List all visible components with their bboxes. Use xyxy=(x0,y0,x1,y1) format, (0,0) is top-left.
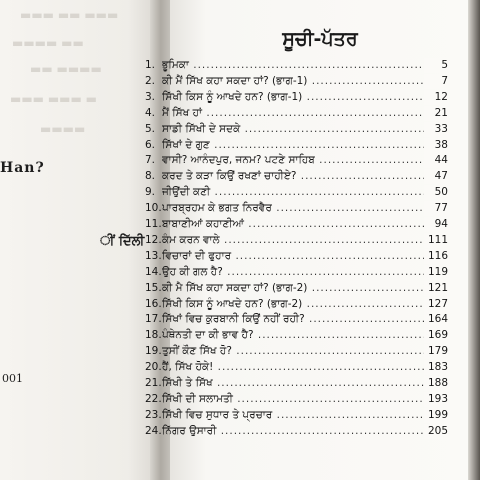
left-page-fragment: ੀਂ ਦਿੱਲੀ xyxy=(100,234,145,249)
toc-entry xyxy=(145,281,448,296)
toc-entry-number: 3. xyxy=(145,90,156,103)
toc-entry-page: 199 xyxy=(424,408,448,423)
toc-entry-page: 116 xyxy=(424,249,448,264)
toc-entry-number: 2. xyxy=(145,74,156,87)
toc-entry-title: ਕੀ ਮੈਂ ਸਿੱਖ ਕਹਾ ਸਕਦਾ ਹਾਂ? (ਭਾਗ-1) ..... xyxy=(162,74,424,89)
toc-entry-number: 7. xyxy=(145,154,156,167)
toc-entry-page: 94 xyxy=(424,217,448,232)
toc-entry xyxy=(145,392,448,407)
toc-entry xyxy=(145,360,448,375)
toc-entry-title: ਹੈਂ, ਸਿੱਖ ਹੋਕੇ! ..... xyxy=(162,360,424,375)
toc-entry xyxy=(145,249,448,264)
toc-entry-number: 15. xyxy=(145,281,162,294)
toc-entry-page: 7 xyxy=(424,74,448,89)
toc-entry-number: 5. xyxy=(145,122,156,135)
bleed-through-text: ▬▬▬▬ xyxy=(40,122,86,136)
toc-entry xyxy=(145,106,448,121)
toc-entry-page: 179 xyxy=(424,344,448,359)
toc-entry-page: 188 xyxy=(424,376,448,391)
toc-entry-page: 47 xyxy=(424,169,448,184)
toc-entry-page: 44 xyxy=(424,153,448,168)
toc-entry-number: 16. xyxy=(145,297,162,310)
toc-entry xyxy=(145,169,448,184)
toc-entry xyxy=(145,185,448,200)
toc-entry-number: 11. xyxy=(145,218,162,230)
toc-entry-number: 13. xyxy=(145,249,162,262)
toc-entry-title: ਜੀਉਂਦੀ ਕਣੀ ..... xyxy=(162,185,424,200)
toc-entry-number: 20. xyxy=(145,361,162,374)
toc-entry-title: ਸਿੱਖਾਂ ਦੇ ਗੁਣ ..... xyxy=(162,138,424,153)
toc-entry-title: ਕੀ ਮੈ ਸਿੱਖ ਕਹਾ ਸਕਦਾ ਹਾਂ? (ਭਾਗ-2) ..... xyxy=(162,281,424,296)
toc-entry-page: 183 xyxy=(424,360,448,375)
toc-entry-title: ਬਾਬਾਣੀਆਂ ਕਹਾਣੀਆਂ ..... xyxy=(162,217,424,232)
toc-entry-page: 21 xyxy=(424,106,448,121)
toc-entry-page: 119 xyxy=(424,265,448,280)
toc-entry-page: 205 xyxy=(424,424,448,439)
toc-entry-number: 21. xyxy=(145,377,162,389)
page-edge xyxy=(468,0,480,480)
left-page-fragment: 001 xyxy=(2,372,23,385)
toc-entry xyxy=(145,74,448,89)
toc-entry-number: 19. xyxy=(145,345,162,358)
toc-entry-page: 5 xyxy=(424,58,448,73)
toc-entry-number: 9. xyxy=(145,186,156,199)
toc-entry xyxy=(145,328,448,343)
toc-entry-number: 14. xyxy=(145,265,162,278)
toc-entry-title: ਮੈਂ ਸਿੱਖ ਹਾਂ ..... xyxy=(162,106,424,121)
toc-entry-page: 111 xyxy=(424,233,448,248)
toc-entry xyxy=(145,408,448,423)
toc-entry-number: 4. xyxy=(145,106,156,119)
toc-entry-title: ਸਾਡੀ ਸਿੱਖੀ ਦੇ ਸਦਕੇ ..... xyxy=(162,122,424,137)
toc-entry-page: 127 xyxy=(424,297,448,312)
toc-entry xyxy=(145,297,448,312)
toc-entry-page: 77 xyxy=(424,201,448,216)
toc-entry xyxy=(145,265,448,280)
toc-entry-page: 50 xyxy=(424,185,448,200)
toc-entry-title: ਸਿੱਖੀ ਵਿਚ ਸੁਧਾਰ ਤੇ ਪ੍ਰਚਾਰ ..... xyxy=(162,408,424,423)
toc-entry-title: ਕੰਮ ਕਰਨ ਵਾਲੇ ..... xyxy=(162,233,424,248)
toc-entry-page: 38 xyxy=(424,138,448,153)
bleed-through-text: ▬▬▬▬ ▬▬ xyxy=(12,36,84,50)
toc-entry-number: 23. xyxy=(145,408,162,421)
toc-entry-title: ਸਿੱਖਾਂ ਵਿਚ ਕੁਰਬਾਨੀ ਕਿਉਂ ਨਹੀਂ ਰਹੀ? ..... xyxy=(162,312,424,327)
toc-entry-page: 169 xyxy=(424,328,448,343)
toc-entry xyxy=(145,424,448,439)
toc-entry-page: 193 xyxy=(424,392,448,407)
toc-entry xyxy=(145,138,448,153)
toc-entry-title: ਵਿਚਾਰਾਂ ਦੀ ਫੁਹਾਰ ..... xyxy=(162,249,424,264)
toc-entry-page: 12 xyxy=(424,90,448,105)
toc-entry xyxy=(145,217,448,232)
toc-entry-title: ਸਿੱਖੀ ਦੀ ਸਲਾਮਤੀ ..... xyxy=(162,392,424,407)
toc-entry xyxy=(145,233,448,248)
toc-entry xyxy=(145,122,448,137)
toc-entry-title: ਸਿੱਖੀ ਕਿਸ ਨੂੰ ਆਖਦੇ ਹਨ? (ਭਾਗ-2) ..... xyxy=(162,297,424,312)
toc-entry-title: ਉਹ ਕੀ ਗਲ ਹੈ? ..... xyxy=(162,265,424,280)
toc-entry xyxy=(145,312,448,327)
toc-entry xyxy=(145,90,448,105)
toc-entry-page: 164 xyxy=(424,312,448,327)
toc-entry xyxy=(145,153,448,168)
toc-entry xyxy=(145,376,448,391)
toc-entry xyxy=(145,58,448,73)
toc-entry-number: 8. xyxy=(145,170,156,183)
bleed-through-text: ▬▬▬ ▬▬▬ ▬ xyxy=(10,92,97,106)
bleed-through-text: ▬▬ ▬▬▬▬ xyxy=(30,62,102,76)
toc-entry-number: 24. xyxy=(145,424,162,437)
toc-entry-page: 121 xyxy=(424,281,448,296)
toc-entry-number: 12. xyxy=(145,233,162,246)
toc-entry xyxy=(145,201,448,216)
toc-entry-number: 10. xyxy=(145,202,162,215)
left-page-fragment: Han? xyxy=(0,160,45,176)
toc-entry-title: ਭੂਮਿਕਾ ..... xyxy=(162,58,424,73)
toc-entry-title: ਨਿੱਗਰ ਉਸਾਰੀ ..... xyxy=(162,424,424,439)
toc-entry-title: ਪਾਰਬ੍ਰਹਮ ਕੇ ਭਗਤ ਨਿਰਵੈਰ ..... xyxy=(162,201,424,216)
toc-entry-number: 18. xyxy=(145,329,162,342)
toc-entry-number: 1. xyxy=(145,59,156,71)
toc-entry-title: ਕਰਦ ਤੇ ਕੜਾ ਕਿਉਂ ਰਖਣਾਂ ਚਾਹੀਏ? ..... xyxy=(162,169,424,184)
toc-entry-number: 22. xyxy=(145,392,162,405)
toc-entry-number: 6. xyxy=(145,138,156,151)
toc-entry-title: ਤੁਸੀਂ ਕੌਣ ਸਿੱਖ ਹੋ? ..... xyxy=(162,344,424,359)
toc-entry-title: ਵਾਸੀ? ਆਨੰਦਪੁਰ, ਜਨਮ? ਪਟਣੇ ਸਾਹਿਬ ..... xyxy=(162,153,424,168)
toc-entry-title: ਸਿੱਖੀ ਤੇ ਸਿੱਖ ..... xyxy=(162,376,424,391)
toc-entry-title: ਸਿੱਖੀ ਕਿਸ ਨੂੰ ਆਖਦੇ ਹਨ? (ਭਾਗ-1) ..... xyxy=(162,90,424,105)
toc-entry-page: 33 xyxy=(424,122,448,137)
toc-entry xyxy=(145,344,448,359)
toc-title: ਸੂਚੀ-ਪੱਤਰ xyxy=(282,28,358,50)
toc-entry-title: ਪੰਥੇਨਤੀ ਦਾ ਕੀ ਭਾਵ ਹੈ? ..... xyxy=(162,328,424,343)
bleed-through-text: ▬▬▬ ▬▬ ▬▬▬ xyxy=(20,8,119,22)
toc-entry-number: 17. xyxy=(145,313,162,326)
left-page xyxy=(0,0,160,480)
